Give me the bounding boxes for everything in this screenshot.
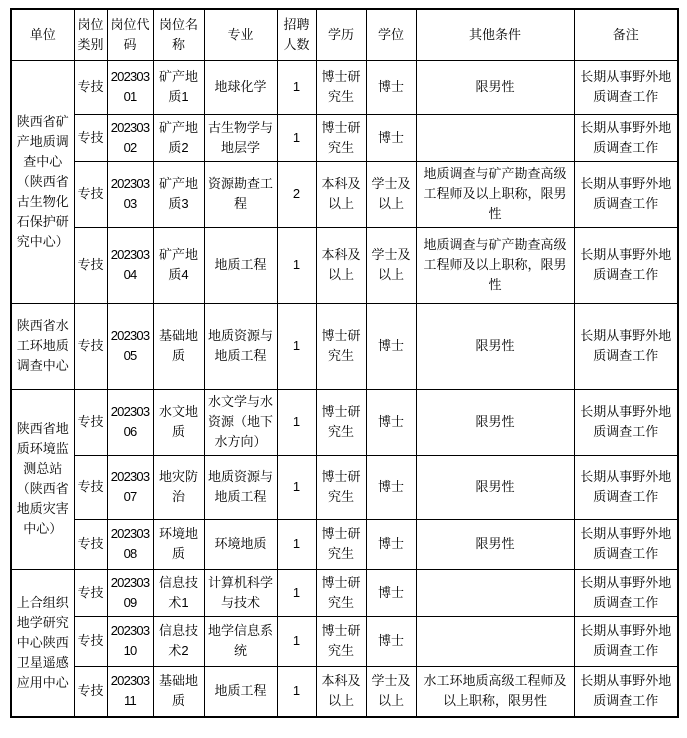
- table-row: [11, 303, 678, 389]
- table-row: [11, 60, 678, 114]
- header-education: 学历: [316, 9, 366, 60]
- post-name-cell: 矿产地质1: [153, 60, 204, 114]
- remark-cell: 长期从事野外地质调查工作: [574, 616, 678, 666]
- header-code: 岗位代码: [107, 9, 153, 60]
- post-name-cell: 信息技术2: [153, 616, 204, 666]
- education-cell: 博士研究生: [316, 303, 366, 389]
- major-cell: 地质工程: [204, 666, 277, 717]
- headcount-cell: 1: [277, 616, 316, 666]
- headcount-cell: 2: [277, 161, 316, 227]
- headcount-cell: 1: [277, 389, 316, 455]
- code-cell: 20230302: [107, 114, 153, 161]
- education-cell: 博士研究生: [316, 389, 366, 455]
- remark-cell: 长期从事野外地质调查工作: [574, 666, 678, 717]
- degree-cell: 博士: [366, 519, 416, 569]
- post-name-cell: 矿产地质2: [153, 114, 204, 161]
- category-cell: 专技: [74, 455, 107, 519]
- headcount-cell: 1: [277, 455, 316, 519]
- degree-cell: 学士及以上: [366, 161, 416, 227]
- remark-cell: 长期从事野外地质调查工作: [574, 60, 678, 114]
- major-cell: 地学信息系统: [204, 616, 277, 666]
- table-row: [11, 161, 678, 227]
- other-conditions-cell: [416, 569, 574, 616]
- other-conditions-cell: [416, 114, 574, 161]
- code-cell: 20230309: [107, 569, 153, 616]
- post-name-cell: 基础地质: [153, 303, 204, 389]
- major-cell: 古生物学与地层学: [204, 114, 277, 161]
- header-unit: 单位: [11, 9, 74, 60]
- major-cell: 水文学与水资源（地下水方向）: [204, 389, 277, 455]
- category-cell: 专技: [74, 60, 107, 114]
- header-major: 专业: [204, 9, 277, 60]
- code-cell: 20230306: [107, 389, 153, 455]
- unit-cell: 陕西省水工环地质调查中心: [11, 303, 74, 389]
- degree-cell: 博士: [366, 60, 416, 114]
- header-post-name: 岗位名称: [153, 9, 204, 60]
- other-conditions-cell: 限男性: [416, 389, 574, 455]
- degree-cell: 博士: [366, 389, 416, 455]
- other-conditions-cell: 限男性: [416, 303, 574, 389]
- education-cell: 博士研究生: [316, 616, 366, 666]
- code-cell: 20230304: [107, 227, 153, 303]
- header-other-conditions: 其他条件: [416, 9, 574, 60]
- table-row: [11, 389, 678, 455]
- degree-cell: 学士及以上: [366, 666, 416, 717]
- code-cell: 20230308: [107, 519, 153, 569]
- table-body: [11, 60, 678, 717]
- remark-cell: 长期从事野外地质调查工作: [574, 114, 678, 161]
- category-cell: 专技: [74, 114, 107, 161]
- degree-cell: 博士: [366, 616, 416, 666]
- table-row: [11, 227, 678, 303]
- post-name-cell: 地灾防治: [153, 455, 204, 519]
- headcount-cell: 1: [277, 666, 316, 717]
- headcount-cell: 1: [277, 303, 316, 389]
- header-row: [11, 9, 678, 60]
- unit-cell: 上合组织地学研究中心陕西卫星遥感应用中心: [11, 569, 74, 717]
- table-row: [11, 616, 678, 666]
- education-cell: 博士研究生: [316, 569, 366, 616]
- post-name-cell: 矿产地质3: [153, 161, 204, 227]
- category-cell: 专技: [74, 569, 107, 616]
- remark-cell: 长期从事野外地质调查工作: [574, 227, 678, 303]
- degree-cell: 博士: [366, 455, 416, 519]
- post-name-cell: 信息技术1: [153, 569, 204, 616]
- unit-cell: 陕西省矿产地质调查中心（陕西省古生物化石保护研究中心）: [11, 60, 74, 303]
- other-conditions-cell: 限男性: [416, 455, 574, 519]
- major-cell: 环境地质: [204, 519, 277, 569]
- education-cell: 本科及以上: [316, 227, 366, 303]
- code-cell: 20230305: [107, 303, 153, 389]
- headcount-cell: 1: [277, 60, 316, 114]
- table-row: [11, 114, 678, 161]
- other-conditions-cell: 限男性: [416, 60, 574, 114]
- education-cell: 本科及以上: [316, 161, 366, 227]
- code-cell: 20230303: [107, 161, 153, 227]
- table-header: [11, 9, 678, 60]
- recruitment-table: [10, 8, 679, 718]
- category-cell: 专技: [74, 666, 107, 717]
- other-conditions-cell: 限男性: [416, 519, 574, 569]
- degree-cell: 博士: [366, 114, 416, 161]
- other-conditions-cell: 水工环地质高级工程师及以上职称，限男性: [416, 666, 574, 717]
- other-conditions-cell: 地质调查与矿产勘查高级工程师及以上职称，限男性: [416, 227, 574, 303]
- major-cell: 计算机科学与技术: [204, 569, 277, 616]
- other-conditions-cell: 地质调查与矿产勘查高级工程师及以上职称，限男性: [416, 161, 574, 227]
- category-cell: 专技: [74, 303, 107, 389]
- remark-cell: 长期从事野外地质调查工作: [574, 389, 678, 455]
- headcount-cell: 1: [277, 569, 316, 616]
- remark-cell: 长期从事野外地质调查工作: [574, 303, 678, 389]
- remark-cell: 长期从事野外地质调查工作: [574, 569, 678, 616]
- unit-cell: 陕西省地质环境监测总站（陕西省地质灾害中心）: [11, 389, 74, 569]
- code-cell: 20230311: [107, 666, 153, 717]
- remark-cell: 长期从事野外地质调查工作: [574, 161, 678, 227]
- major-cell: 地质工程: [204, 227, 277, 303]
- other-conditions-cell: [416, 616, 574, 666]
- headcount-cell: 1: [277, 114, 316, 161]
- header-headcount: 招聘人数: [277, 9, 316, 60]
- header-degree: 学位: [366, 9, 416, 60]
- headcount-cell: 1: [277, 519, 316, 569]
- education-cell: 博士研究生: [316, 60, 366, 114]
- category-cell: 专技: [74, 616, 107, 666]
- category-cell: 专技: [74, 161, 107, 227]
- headcount-cell: 1: [277, 227, 316, 303]
- major-cell: 地球化学: [204, 60, 277, 114]
- remark-cell: 长期从事野外地质调查工作: [574, 455, 678, 519]
- post-name-cell: 水文地质: [153, 389, 204, 455]
- education-cell: 博士研究生: [316, 114, 366, 161]
- header-remark: 备注: [574, 9, 678, 60]
- category-cell: 专技: [74, 389, 107, 455]
- major-cell: 地质资源与地质工程: [204, 455, 277, 519]
- table-row: [11, 455, 678, 519]
- education-cell: 博士研究生: [316, 455, 366, 519]
- education-cell: 本科及以上: [316, 666, 366, 717]
- table-row: [11, 569, 678, 616]
- code-cell: 20230310: [107, 616, 153, 666]
- remark-cell: 长期从事野外地质调查工作: [574, 519, 678, 569]
- degree-cell: 博士: [366, 569, 416, 616]
- header-category: 岗位类别: [74, 9, 107, 60]
- degree-cell: 博士: [366, 303, 416, 389]
- category-cell: 专技: [74, 227, 107, 303]
- code-cell: 20230307: [107, 455, 153, 519]
- post-name-cell: 环境地质: [153, 519, 204, 569]
- degree-cell: 学士及以上: [366, 227, 416, 303]
- education-cell: 博士研究生: [316, 519, 366, 569]
- category-cell: 专技: [74, 519, 107, 569]
- major-cell: 地质资源与地质工程: [204, 303, 277, 389]
- table-row: [11, 519, 678, 569]
- post-name-cell: 矿产地质4: [153, 227, 204, 303]
- post-name-cell: 基础地质: [153, 666, 204, 717]
- code-cell: 20230301: [107, 60, 153, 114]
- major-cell: 资源勘查工程: [204, 161, 277, 227]
- table-row: [11, 666, 678, 717]
